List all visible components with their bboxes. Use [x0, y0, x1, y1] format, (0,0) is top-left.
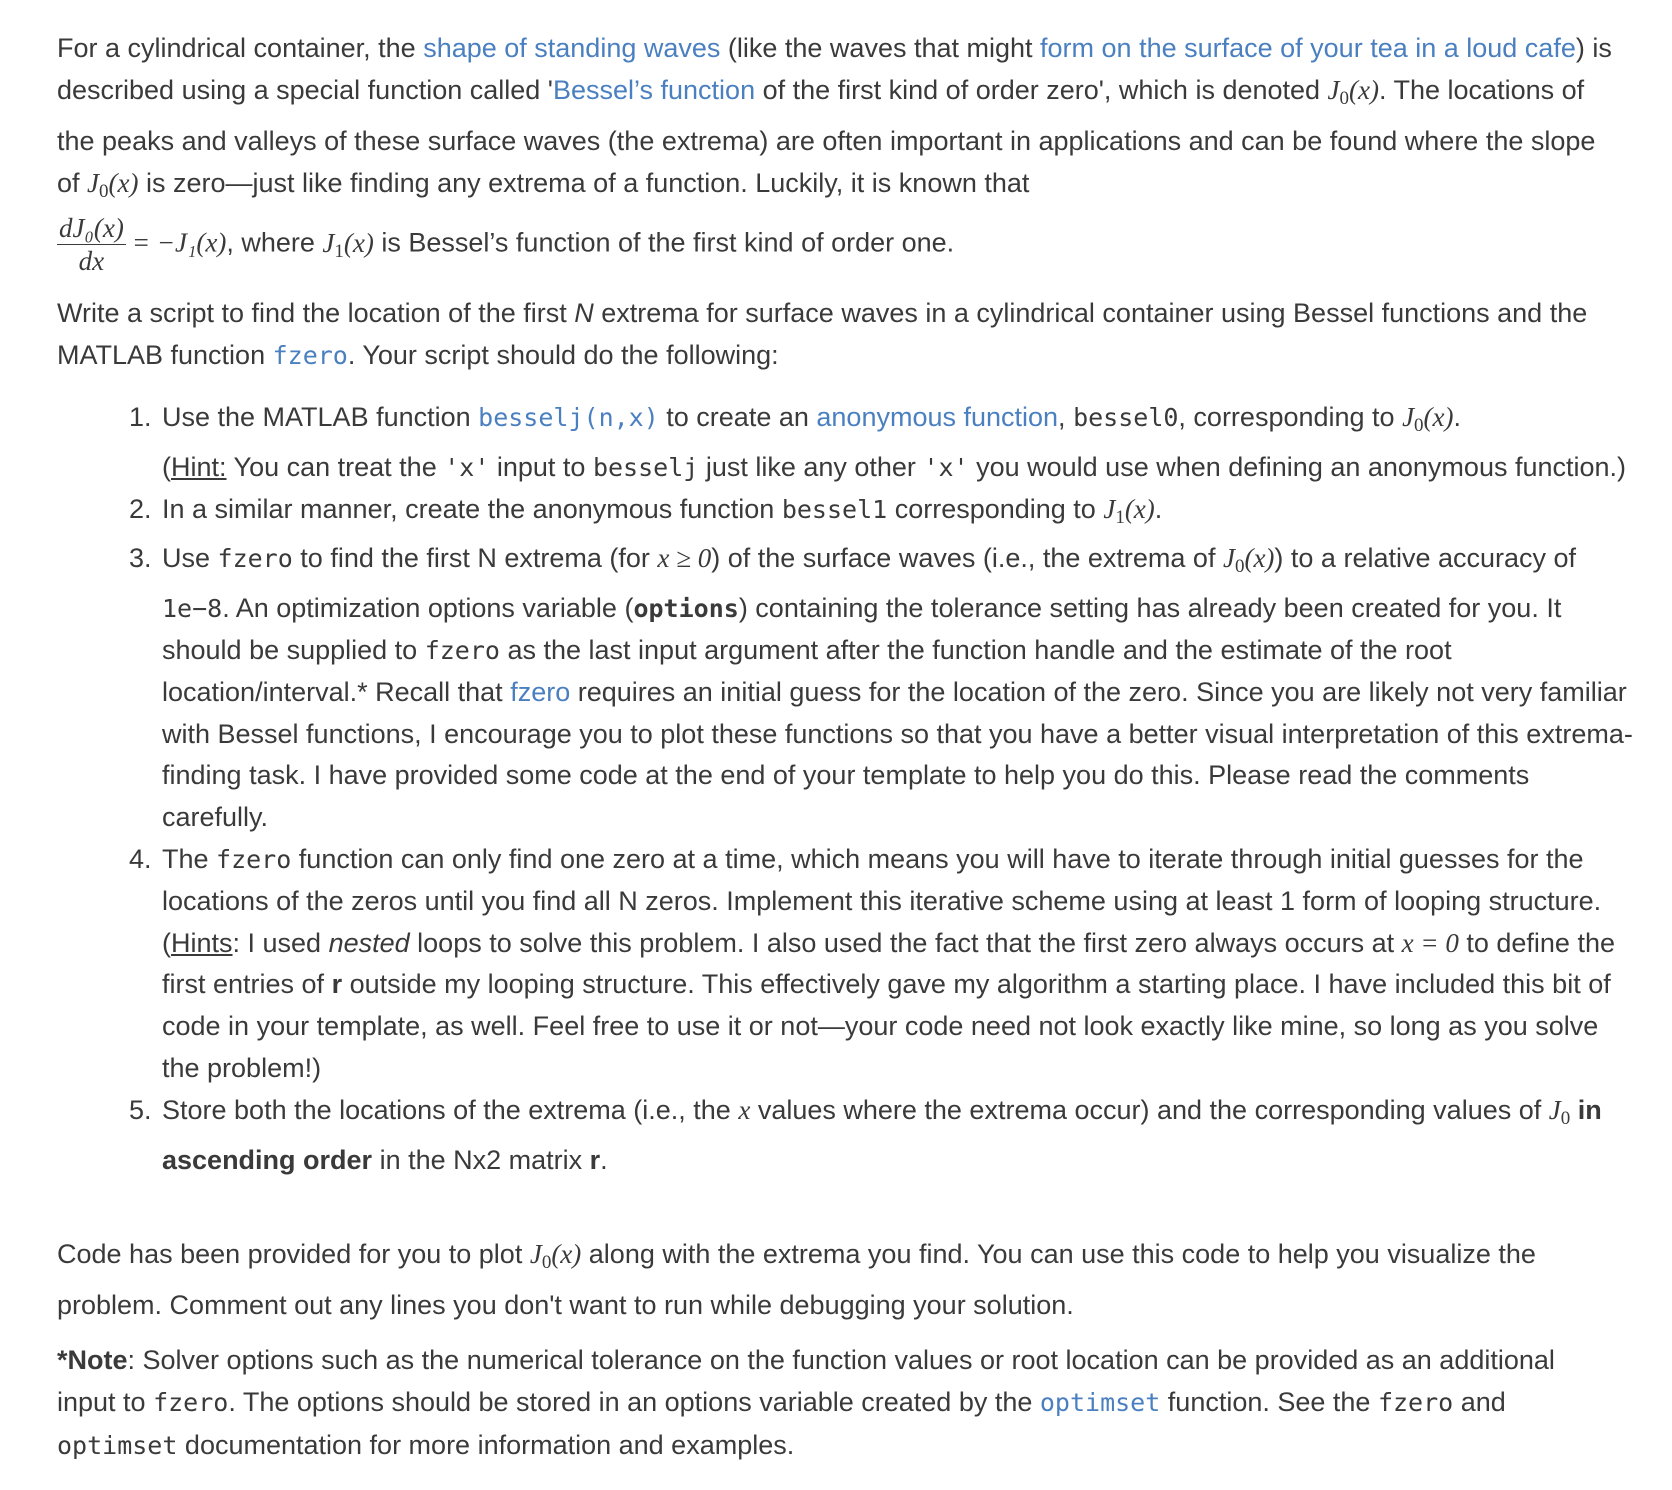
- note-label: *Note: [57, 1345, 128, 1375]
- math-j0x: $J_0(x)$: [1222, 543, 1275, 578]
- list-item: 3. Use fzero to find the first N extrema (for x ≥ 0) of the surface waves (i.e., the extrema of $J_0(x)$) to a relative accuracy of 1e−8. An optimization options variable (options) containing the tolerance setting has already been created for you. It should be supplied to fzero as the last input argument after the function handle and the estimate of the root location/interval.* Recall that fzero requires an initial guess for the location of the zero. Since you are likely not very familiar with Bessel functions, I encourage you to plot these functions so that you have a better visual interpretation of this extrema-finding task. I have provided some code at the end of your template to help you do this. Please read the comments carefully.: [162, 538, 1642, 839]
- math-j0x: $J_0(x)$: [529, 1239, 582, 1273]
- list-item: 1. Use the MATLAB function besselj(n,x) to create an anonymous function, bessel0, corresponding to $J_0(x)$. (Hint: You can treat the 'x' input to besselj just like any other 'x' you would use when defining an anonymous function.): [162, 397, 1642, 489]
- fzero-link[interactable]: fzero: [272, 341, 348, 370]
- math-j1x: $J_1(x)$: [322, 227, 374, 262]
- equation-rhs: = −J₁(x): [131, 227, 227, 258]
- text: ) is described using a special function called ': [57, 33, 1612, 105]
- math-j1x: $J_1(x)$: [1103, 493, 1155, 528]
- list-number: 5.: [129, 1094, 152, 1125]
- text: , where: [226, 227, 323, 258]
- r-matrix: r: [589, 1144, 601, 1175]
- text: . Your script should do the following:: [347, 340, 779, 370]
- list-number: 3.: [129, 543, 152, 574]
- bessel-function-link[interactable]: Bessel’s function: [552, 75, 756, 105]
- text: is Bessel’s function of the first kind of order one.: [373, 227, 955, 258]
- text: extrema for surface waves in a cylindrical container using Bessel functions and the MATLAB function: [57, 298, 1588, 370]
- fraction-numerator: dJ₀(x): [59, 213, 124, 243]
- besselj-link[interactable]: besselj(n,x): [478, 403, 659, 432]
- text: is zero—just like finding any extrema of a function. Luckily, it is known that: [138, 168, 1030, 198]
- intro-paragraph: [57, 27, 1617, 276]
- tea-cafe-link[interactable]: form on the surface of your tea in a loud cafe: [1040, 33, 1576, 63]
- list-number: 2.: [129, 493, 152, 524]
- list-item: 2. In a similar manner, create the anonymous function bessel1 corresponding to $J_1(x)$.: [162, 489, 1642, 539]
- r-matrix: r: [331, 969, 343, 1000]
- code-options: options: [633, 594, 739, 624]
- task-paragraph: [57, 292, 1617, 377]
- note-paragraph: *Note: Solver options such as the numerical tolerance on the function values or root location can be provided as an additional input to fzero. The options should be stored in an options variable created by the optimset function. See the fzero and optimset documentation for more information and examples.: [57, 1345, 1555, 1460]
- optimset-link[interactable]: optimset: [1039, 1388, 1161, 1417]
- list-number: 4.: [129, 843, 152, 874]
- text: of the first kind of order zero', which is denoted: [755, 75, 1328, 105]
- fraction-denominator: dx: [78, 246, 105, 276]
- math-j0x: $J_0(x)$: [87, 168, 139, 202]
- math-x: x: [738, 1094, 751, 1125]
- code-bessel0: bessel0: [1073, 403, 1179, 432]
- text: Write a script to find the location of the first: [57, 298, 575, 328]
- math-x-geq-0: x ≥ 0: [657, 543, 712, 574]
- code-bessel1: bessel1: [781, 494, 888, 524]
- math-j0x: $J_0(x)$: [1327, 75, 1379, 109]
- anonymous-function-link[interactable]: anonymous function: [816, 402, 1059, 432]
- plot-code-paragraph: Code has been provided for you to plot $J_0(x)$ along with the extrema you find. You can use this code to help you visualize the problem. Comment out any lines you don't want to run while debugging your solution.: [57, 1239, 1536, 1320]
- math-x-eq-0: x = 0: [1401, 927, 1459, 958]
- derivative-fraction: [57, 213, 126, 276]
- math-j0x: $J_0(x)$: [1402, 402, 1454, 436]
- list-number: 1.: [129, 402, 152, 432]
- ascending-order-emphasis: in ascending order: [162, 1094, 1602, 1175]
- n-variable: N: [574, 298, 594, 328]
- list-item: 4. The fzero function can only find one zero at a time, which means you will have to iterate through initial guesses for the locations of the zeros until you find all N zeros. Implement this iterative scheme using at least 1 form of looping structure. (Hints: I used nested loops to solve this problem. I also used the fact that the first zero always occurs at x = 0 to define the first entries of r outside my looping structure. This effectively gave my algorithm a starting place. I have included this bit of code in your template, as well. Feel free to use it or not—your code need not look exactly like mine, so long as you solve the problem!): [162, 839, 1642, 1090]
- steps-list: [129, 397, 1642, 1181]
- list-item: 5. Store both the locations of the extrema (i.e., the x values where the extrema occur) and the corresponding values of $J_0$ in ascending order in the Nx2 matrix r.: [162, 1090, 1642, 1182]
- hint-label: Hint:: [171, 451, 227, 482]
- hints-label: Hints: [171, 927, 233, 958]
- text: (like the waves that might: [720, 33, 1041, 63]
- math-j0: $J_0$: [1548, 1094, 1571, 1129]
- text: For a cylindrical container, the: [57, 33, 424, 63]
- text: . The locations of the peaks and valleys of these surface waves (the extrema) are often important in applications and can be found where the slope of: [57, 75, 1596, 198]
- fzero-doc-link[interactable]: fzero: [510, 676, 571, 707]
- standing-waves-link[interactable]: shape of standing waves: [423, 33, 721, 63]
